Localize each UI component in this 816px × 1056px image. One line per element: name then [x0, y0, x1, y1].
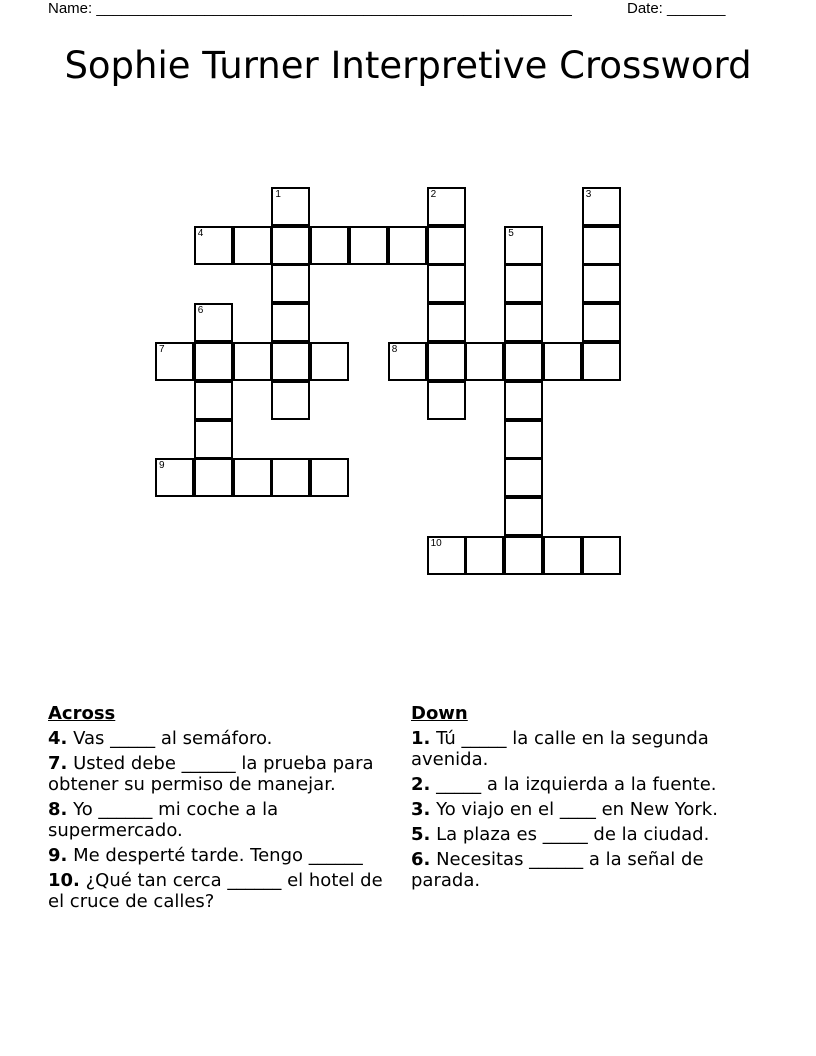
crossword-cell: [194, 303, 233, 342]
crossword-cell: [155, 342, 194, 381]
crossword-cell: [310, 458, 349, 497]
date-field-line: Date: _______: [627, 0, 726, 17]
down-heading: Down: [411, 703, 468, 724]
clue-text: La plaza es _____ de la ciudad.: [430, 824, 710, 845]
crossword-cell: [194, 381, 233, 420]
crossword-cell: [271, 303, 310, 342]
crossword-cell: [543, 342, 582, 381]
cell-number: 4: [197, 227, 204, 239]
down-clues: [411, 703, 763, 891]
name-field-line: Name: _________________________________________________________: [48, 0, 572, 17]
crossword-cell: [388, 226, 427, 265]
clue-number: 6.: [411, 849, 431, 870]
crossword-cell: [582, 536, 621, 575]
crossword-cell: [349, 226, 388, 265]
crossword-cell: [194, 420, 233, 459]
clue-number: 5.: [411, 824, 431, 845]
crossword-cell: [271, 264, 310, 303]
across-heading: Across: [48, 703, 116, 724]
crossword-cell: [427, 264, 466, 303]
clue-text: Yo ______ mi coche a la supermercado.: [48, 799, 279, 841]
crossword-cell: [310, 342, 349, 381]
crossword-cell: [582, 226, 621, 265]
clue-text: Vas _____ al semáforo.: [67, 728, 273, 749]
crossword-cell: [271, 226, 310, 265]
crossword-cell: [233, 458, 272, 497]
clue-text: Necesitas ______ a la señal de parada.: [411, 849, 704, 891]
cell-number: 3: [585, 188, 592, 200]
crossword-cell: [271, 381, 310, 420]
crossword-cell: [504, 497, 543, 536]
crossword-cell: [388, 342, 427, 381]
clue-number: 1.: [411, 728, 431, 749]
across-clue: [48, 845, 398, 866]
crossword-cell: [582, 187, 621, 226]
page-title: Sophie Turner Interpretive Crossword: [64, 44, 752, 87]
down-clue: [411, 774, 763, 795]
crossword-cell: [504, 381, 543, 420]
down-clue: [411, 849, 763, 891]
crossword-cell: [271, 342, 310, 381]
clue-number: 10.: [48, 870, 80, 891]
crossword-cell: [504, 420, 543, 459]
across-clue: [48, 870, 398, 912]
down-clue: [411, 728, 763, 770]
crossword-cell: [427, 342, 466, 381]
across-clue: [48, 728, 398, 749]
clue-number: 4.: [48, 728, 68, 749]
crossword-cell: [504, 342, 543, 381]
crossword-cell: [504, 458, 543, 497]
across-clues: [48, 703, 398, 912]
crossword-cell: [582, 264, 621, 303]
crossword-cell: [271, 458, 310, 497]
cell-number: 6: [197, 305, 204, 317]
crossword-cell: [465, 536, 504, 575]
cell-number: 9: [159, 460, 165, 472]
crossword-cell: [194, 342, 233, 381]
crossword-cell: [427, 187, 466, 226]
clue-number: 9.: [48, 845, 68, 866]
cell-number: 1: [275, 188, 281, 200]
cell-number: 8: [391, 344, 398, 355]
across-clue: [48, 799, 398, 841]
crossword-cell: [504, 303, 543, 342]
clue-number: 7.: [48, 753, 68, 774]
crossword-cell: [582, 303, 621, 342]
crossword-cell: [194, 226, 233, 265]
crossword-cell: [504, 264, 543, 303]
crossword-cell: [504, 536, 543, 575]
across-clue: [48, 753, 398, 795]
crossword-cell: [427, 381, 466, 420]
crossword-cell: [427, 536, 466, 575]
clue-text: Yo viajo en el ____ en New York.: [430, 799, 718, 820]
crossword-cell: [233, 226, 272, 265]
cell-number: 5: [508, 227, 514, 239]
crossword-cell: [427, 226, 466, 265]
cell-number: 10: [430, 538, 442, 549]
crossword-cell: [543, 536, 582, 575]
cell-number: 7: [159, 344, 165, 355]
down-clue: [411, 824, 763, 845]
crossword-cell: [271, 187, 310, 226]
clue-text: Tú _____ la calle en la segunda avenida.: [411, 728, 709, 770]
down-clue: [411, 799, 763, 820]
clue-text: _____ a la izquierda a la fuente.: [430, 774, 717, 795]
crossword-cell: [427, 303, 466, 342]
crossword-cell: [465, 342, 504, 381]
crossword-cell: [504, 226, 543, 265]
cell-number: 2: [430, 188, 437, 200]
clue-text: Me desperté tarde. Tengo ______: [67, 845, 363, 866]
crossword-cell: [310, 226, 349, 265]
clue-number: 2.: [411, 774, 431, 795]
clue-number: 3.: [411, 799, 431, 820]
crossword-cell: [233, 342, 272, 381]
clue-text: Usted debe ______ la prueba para obtener su permiso de manejar.: [48, 753, 374, 795]
crossword-cell: [582, 342, 621, 381]
crossword-cell: [155, 458, 194, 497]
clue-number: 8.: [48, 799, 68, 820]
clue-text: ¿Qué tan cerca ______ el hotel de el cruce de calles?: [48, 870, 383, 912]
crossword-cell: [194, 458, 233, 497]
